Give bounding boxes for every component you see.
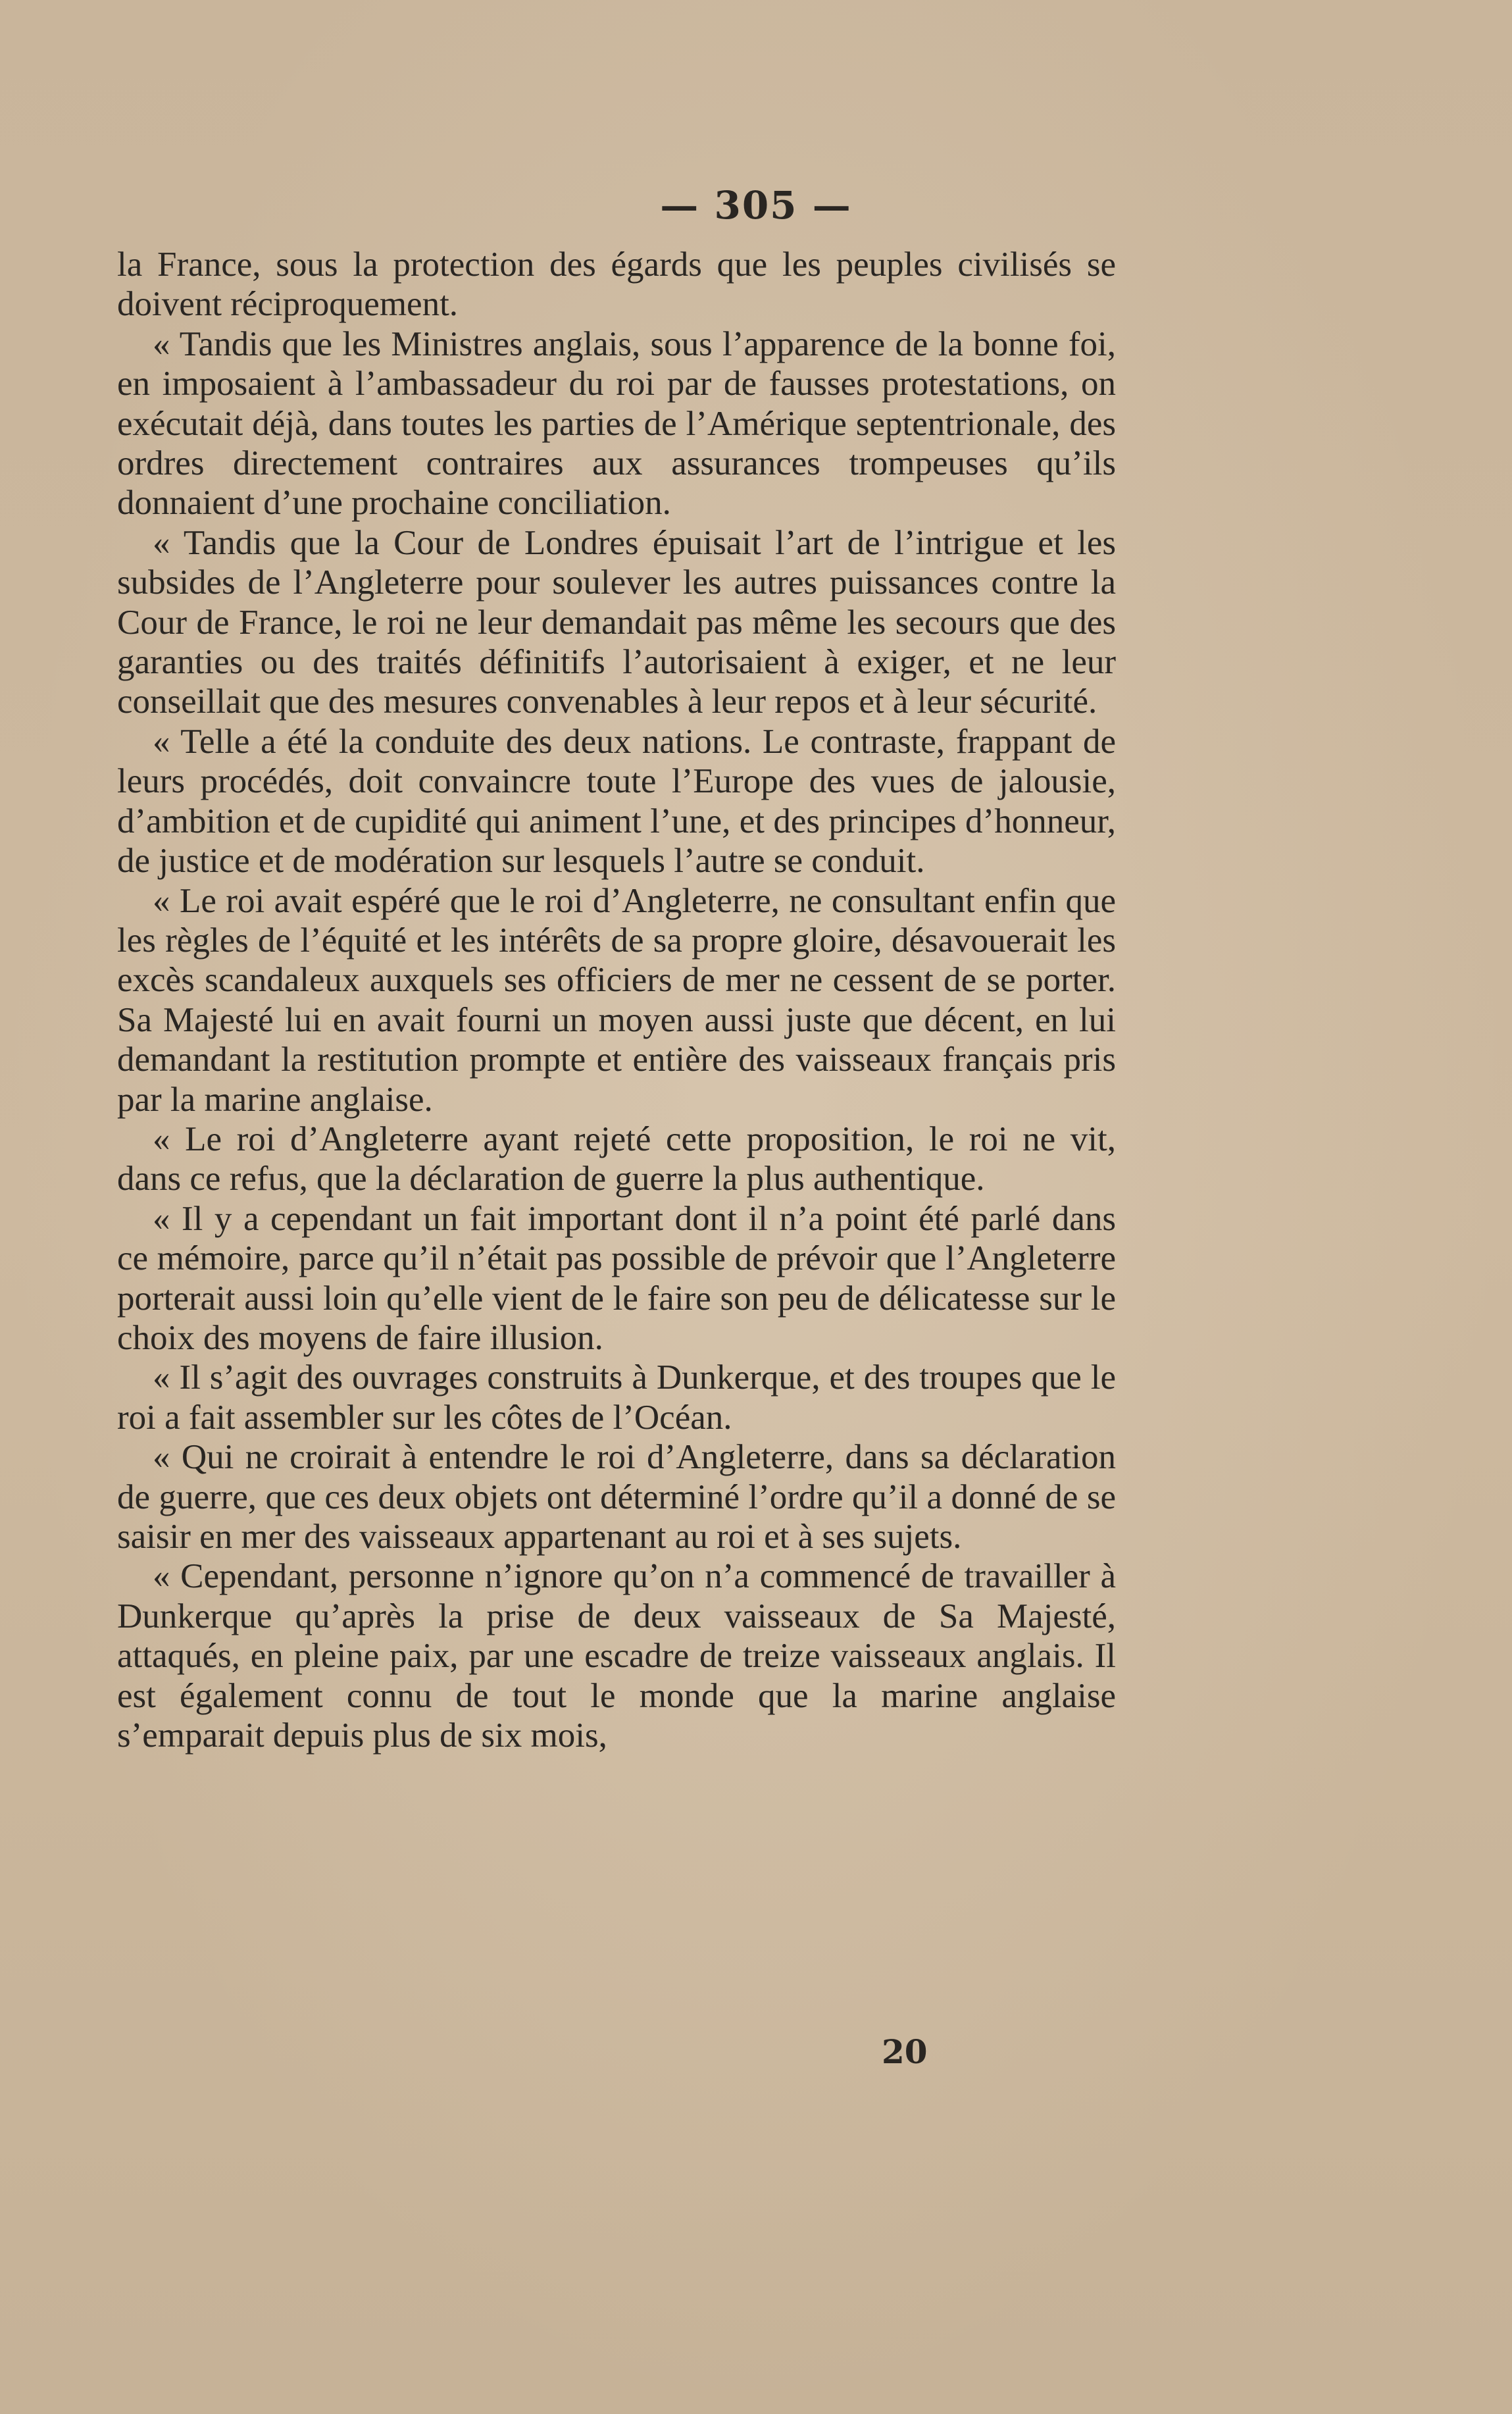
paragraph: « Telle a été la conduite des deux nations. Le contraste, frappant de leurs procédés, doit convaincre toute l’Europe des vues de jalousie, d’ambition et de cupidité qui animent l’une, et des principes d’honneur, de justice et de modération sur lesquels l’autre se conduit. [117, 722, 1116, 881]
paragraph: « Le roi avait espéré que le roi d’Angleterre, ne consultant enfin que les règles de l’équité et les intérêts de sa propre gloire, désavouerait les excès scandaleux auxquels ses officiers de mer ne cessent de se porter. Sa Majesté lui en avait fourni un moyen aussi juste que décent, en lui demandant la restitution prompte et entière des vaisseaux français pris par la marine anglaise. [117, 881, 1116, 1119]
signature-mark: 20 [882, 2032, 928, 2071]
body-text [117, 245, 1116, 1755]
paragraph: « Tandis que la Cour de Londres épuisait l’art de l’intrigue et les subsides de l’Angleterre pour soulever les autres puissances contre la Cour de France, le roi ne leur demandait pas même les secours que des garanties ou des traités définitifs l’autorisaient à exiger, et ne leur conseillait que des mesures convenables à leur repos et à leur sécurité. [117, 523, 1116, 721]
paragraph: la France, sous la protection des égards que les peuples civilisés se doivent réciproquement. [117, 245, 1116, 324]
page-number: — 305 — [660, 183, 852, 228]
paragraph: « Cependant, personne n’ignore qu’on n’a commencé de travailler à Dunkerque qu’après la prise de deux vaisseaux de Sa Majesté, attaqués, en pleine paix, par une escadre de treize vaisseaux anglais. Il est également connu de tout le monde que la marine anglaise s’emparait depuis plus de six mois, [117, 1557, 1116, 1755]
paragraph: « Tandis que les Ministres anglais, sous l’apparence de la bonne foi, en imposaient à l’ambassadeur du roi par de fausses protestations, on exécutait déjà, dans toutes les parties de l’Amérique septentrionale, des ordres directement contraires aux assurances trompeuses qu’ils donnaient d’une prochaine conciliation. [117, 324, 1116, 523]
paragraph: « Le roi d’Angleterre ayant rejeté cette proposition, le roi ne vit, dans ce refus, que la déclaration de guerre la plus authentique. [117, 1119, 1116, 1198]
paragraph: « Qui ne croirait à entendre le roi d’Angleterre, dans sa déclaration de guerre, que ces deux objets ont déterminé l’ordre qu’il a donné de se saisir en mer des vaisseaux appartenant au roi et à ses sujets. [117, 1438, 1116, 1556]
paragraph: « Il y a cependant un fait important dont il n’a point été parlé dans ce mémoire, parce qu’il n’était pas possible de prévoir que l’Angleterre porterait aussi loin qu’elle vient de le faire son peu de délicatesse sur le choix des moyens de faire illusion. [117, 1199, 1116, 1357]
paragraph: « Il s’agit des ouvrages construits à Dunkerque, et des troupes que le roi a fait assembler sur les côtes de l’Océan. [117, 1358, 1116, 1437]
